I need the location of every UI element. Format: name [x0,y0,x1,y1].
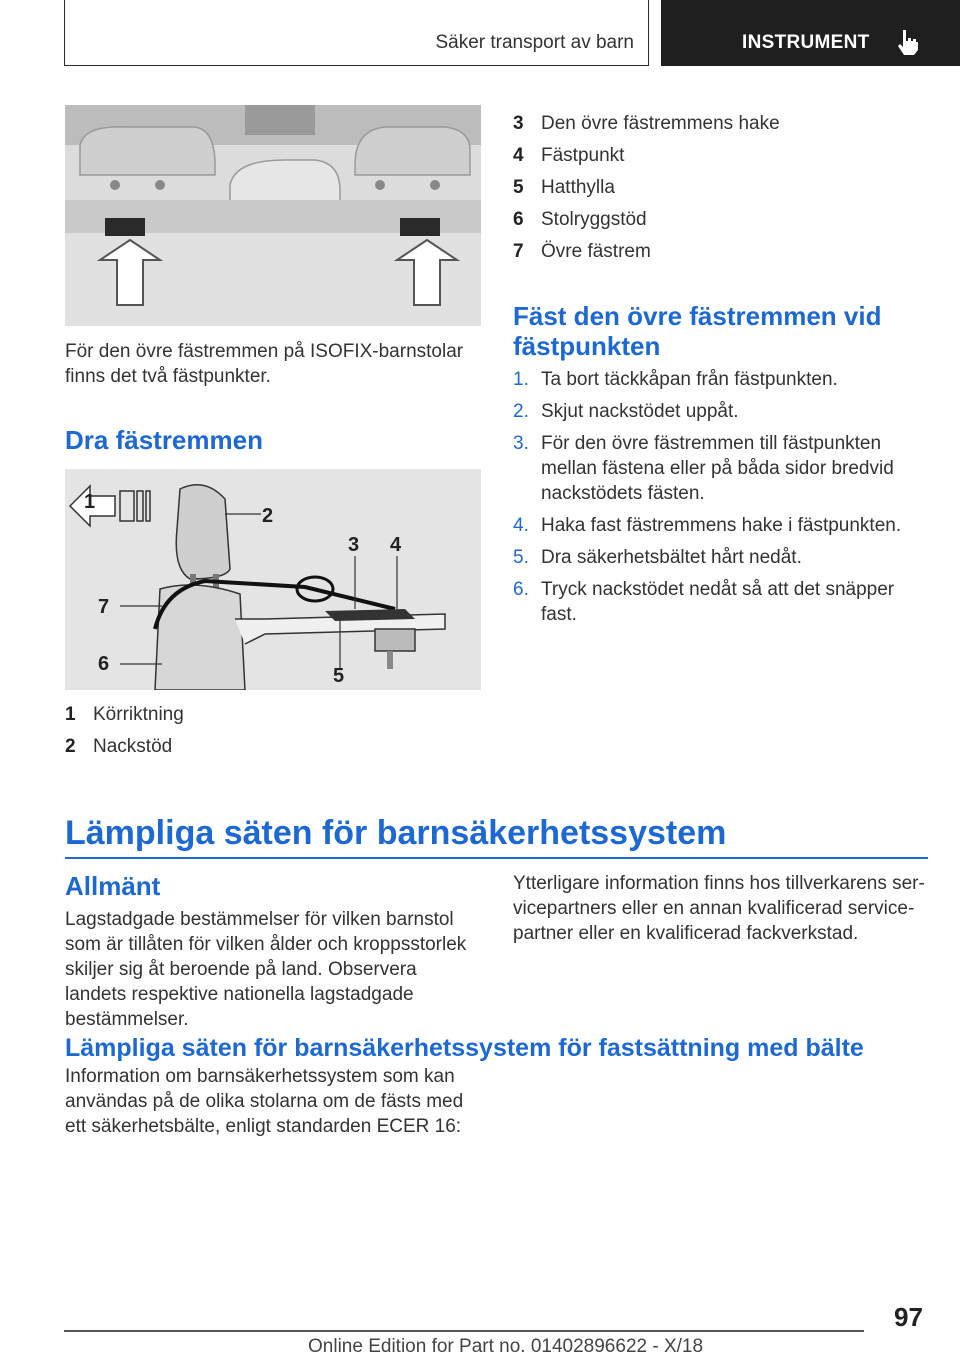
intro-text: För den övre fästremmen på ISOFIX-barnstolar finns det två fästpunkter. [65,341,464,387]
legend-number: 3 [513,113,524,134]
legend-number: 6 [513,209,524,230]
header-section-tab [64,0,649,66]
legend-item [65,731,184,763]
legend-number: 1 [65,704,76,725]
diagram-label-3: 3 [348,534,360,556]
legend-number: 7 [513,241,524,262]
legend-item [513,172,780,204]
legend-item [513,108,780,140]
heading-general: Allmänt [65,871,161,901]
footer-edition: Online Edition for Part no. 01402896622 - X/18 [308,1336,704,1357]
step-number: 6. [513,579,529,600]
step-number: 3. [513,433,529,454]
heading-attach-strap: Dra fästremmen [65,425,263,455]
legend-item [513,236,780,268]
diagram-label-1: 1 [84,491,96,513]
legend-label: Körriktning [93,704,184,725]
legend-item [513,204,780,236]
diagram-label-7: 7 [98,596,110,618]
step-text: Ta bort täckkåpan från fästpunkten. [541,369,838,390]
legend-label: Den övre fästremmens hake [541,113,780,134]
rear-shelf-photo [65,105,481,326]
step-item [513,545,923,570]
legend-number: 4 [513,145,524,166]
step-item [513,577,923,627]
footer-rule [64,1330,864,1332]
step-item [513,431,923,506]
legend-label: Nackstöd [93,736,173,757]
general-text: Lagstadgade bestämmelser för vilken barnstol som är tillåten för vilken ålder och kroppsstorlek skiljer sig åt beroende på land. Observera landets respektive nationella lagstadgade bestämmelser. [65,909,467,1030]
legend-label: Stolryggstöd [541,209,647,230]
diagram-label-4: 4 [390,534,402,556]
step-item [513,399,923,424]
step-text: Tryck nackstödet nedåt så att det snäpper fast. [541,579,895,625]
legend-right [513,108,780,268]
legend-left [65,699,184,763]
step-number: 4. [513,515,529,536]
step-item [513,513,923,538]
header-chapter-title: INSTRUMENT [742,32,870,53]
legend-label: Fästpunkt [541,145,625,166]
tether-strap-diagram [65,469,481,690]
legend-item [65,699,184,731]
step-text: Haka fast fästremmens hake i fästpunkten. [541,515,902,536]
heading-fasten-strap: Fäst den övre fästremmen vid fästpunkten [513,301,882,361]
heading-belt-seats: Lämpliga säten för barnsäkerhetssystem för fastsättning med bälte [65,1034,864,1062]
legend-label: Hatthylla [541,177,615,198]
diagram-label-5: 5 [333,665,345,687]
hand-pointer-icon [895,28,921,56]
diagram-label-2: 2 [262,505,274,527]
belt-text: Information om barnsäkerhetssystem som kan användas på de olika stolarna om de fästs med ett säkerhetsbälte, enligt standarden ECER 16: [65,1066,464,1137]
legend-label: Övre fästrem [541,241,651,262]
step-text: Skjut nackstödet uppåt. [541,401,739,422]
section-title: Lämpliga säten för barnsäkerhetssystem [65,814,727,852]
legend-number: 5 [513,177,524,198]
step-number: 5. [513,547,529,568]
step-number: 2. [513,401,529,422]
header-chapter-tab [661,0,960,66]
section-rule [65,857,928,859]
step-item [513,367,923,392]
step-text: För den övre fästremmen till fästpunkten mellan fästena eller på båda sidor bredvid nackstödets fästen. [541,433,894,504]
page-number: 97 [894,1302,923,1332]
general-text-right: Ytterligare information finns hos tillverkarens servicepartners eller en annan kvalificerad servicepartner eller en kvalificerad fackverkstad. [513,873,925,944]
legend-number: 2 [65,736,76,757]
step-number: 1. [513,369,529,390]
steps-list [513,367,923,634]
legend-item [513,140,780,172]
header-section-title: Säker transport av barn [435,32,634,53]
diagram-label-6: 6 [98,653,110,675]
step-text: Dra säkerhetsbältet hårt nedåt. [541,547,802,568]
